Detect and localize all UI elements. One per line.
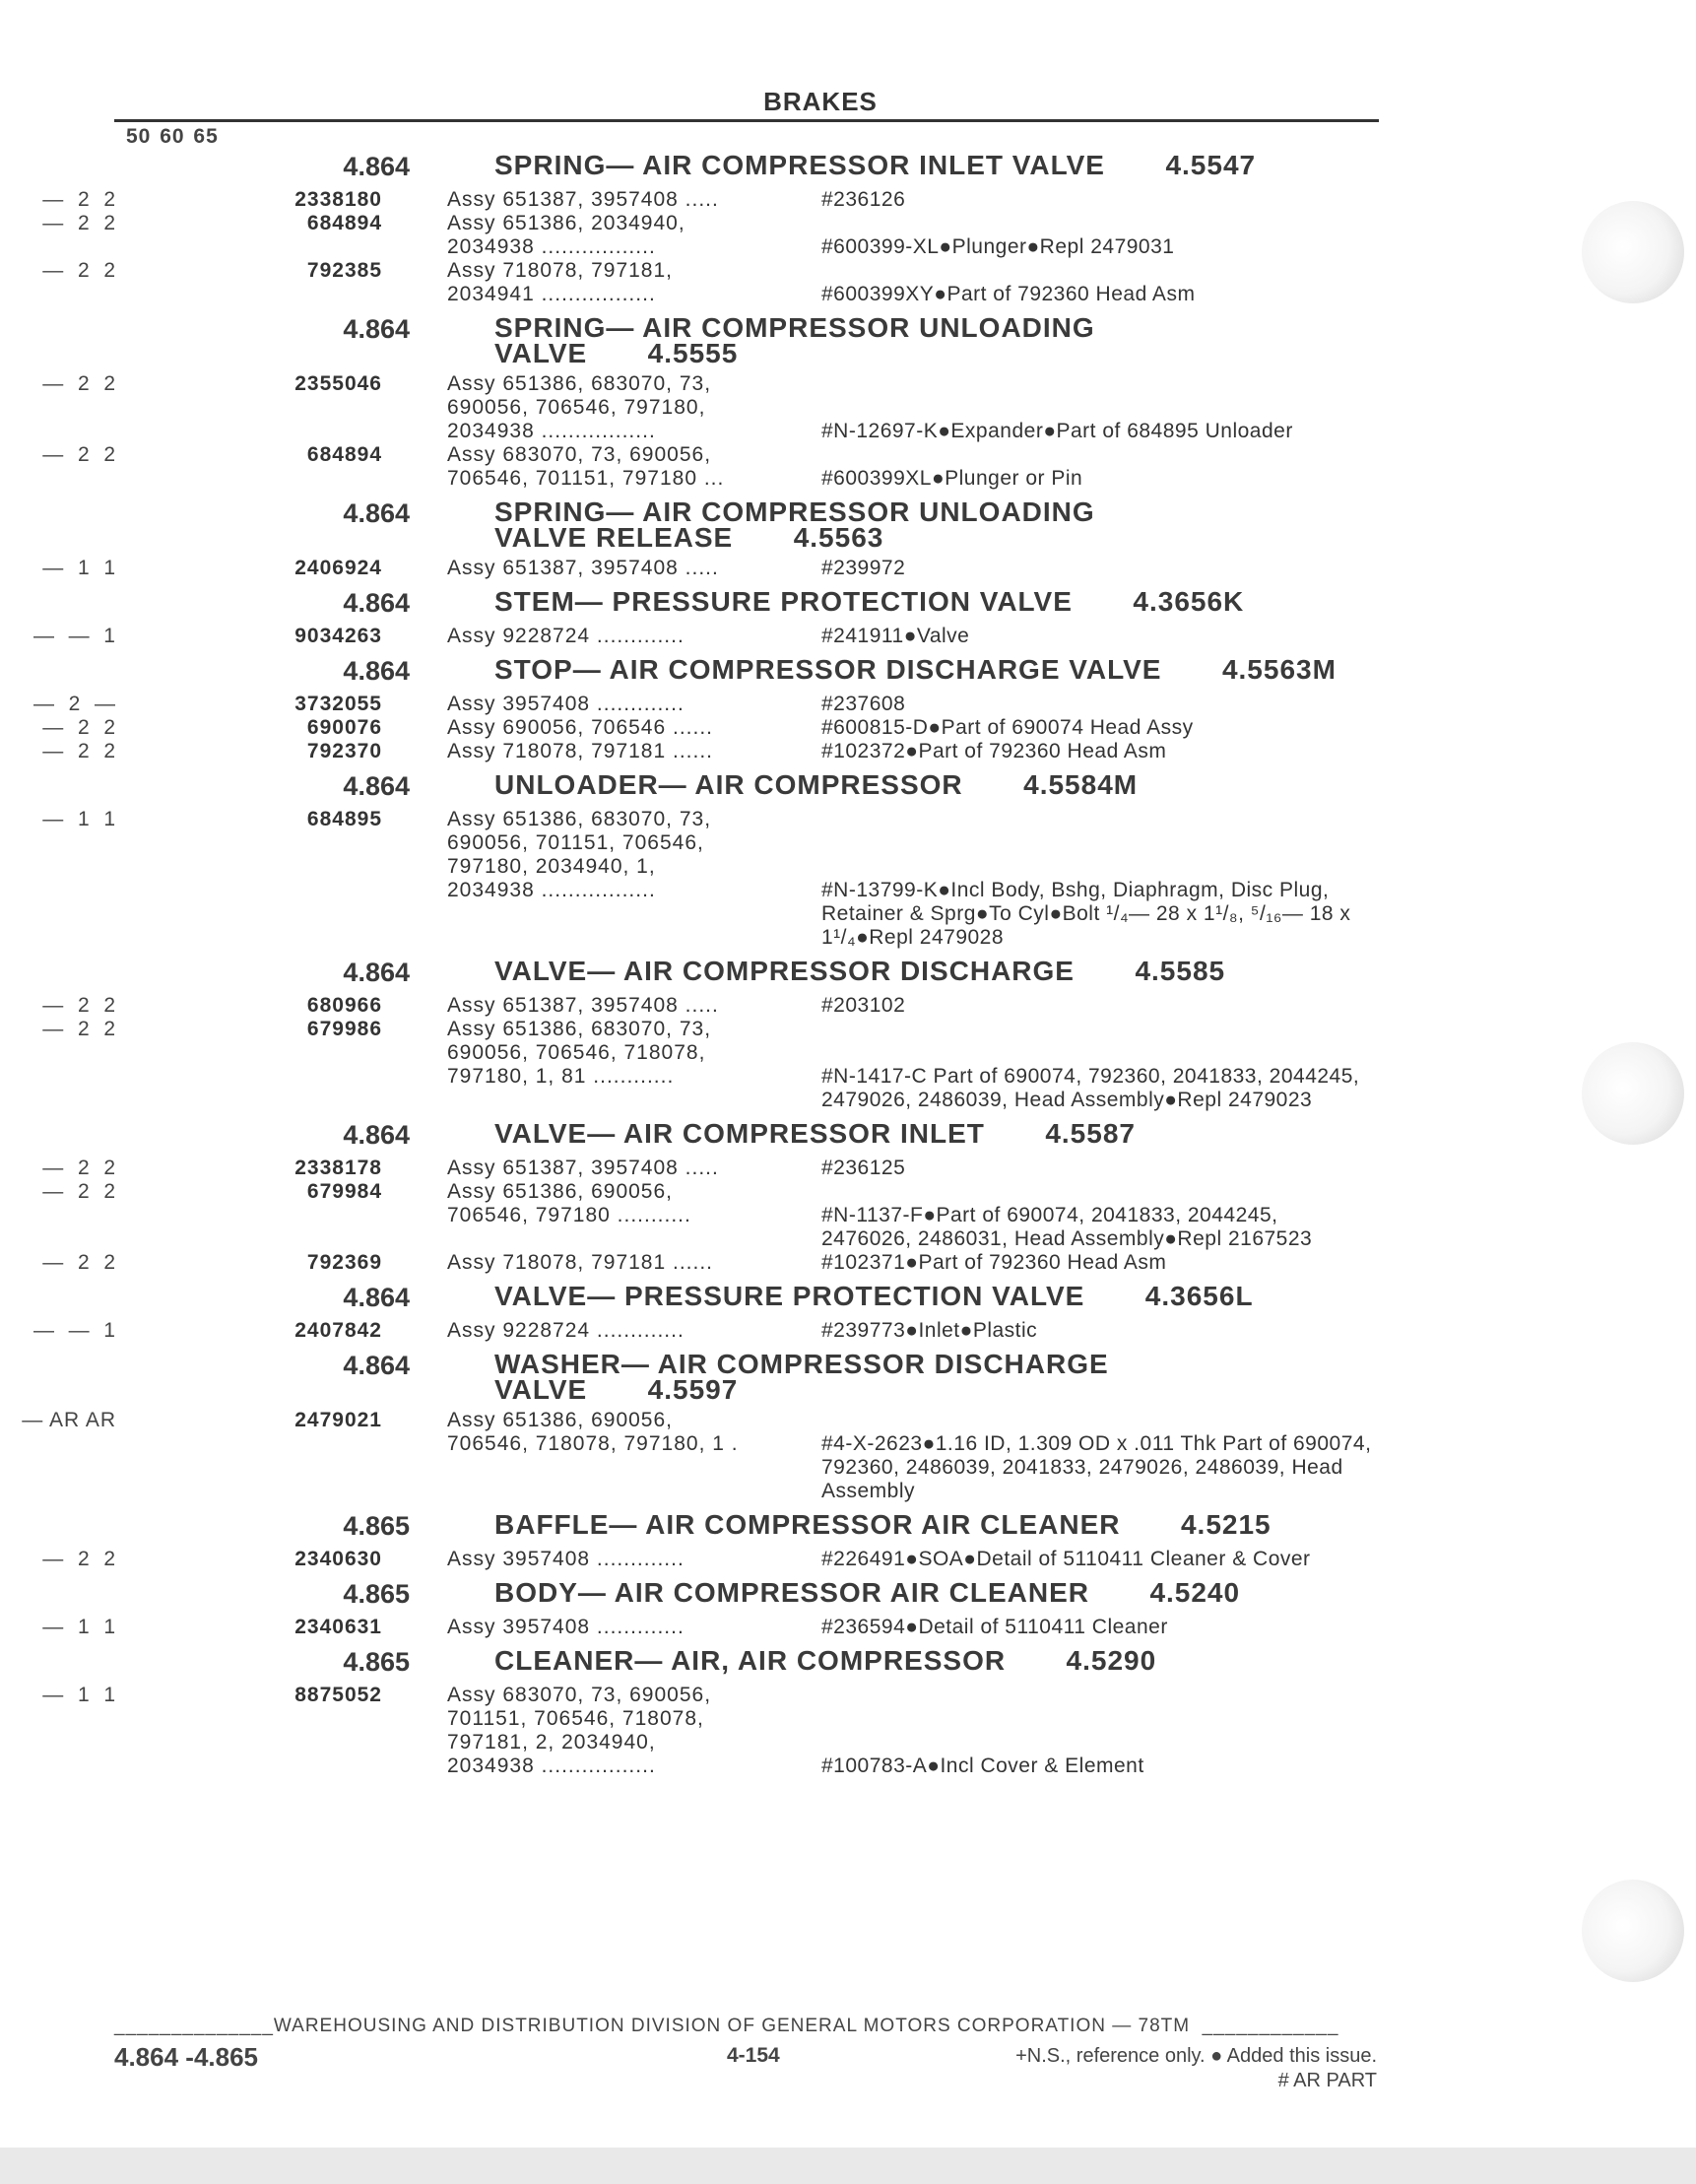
footer-ar-text: # AR PART [1277, 2070, 1377, 2091]
section-number: 4.864 [343, 314, 410, 344]
section-code: 4.5584M [1023, 769, 1139, 800]
part-row [0, 1409, 1696, 1503]
assembly-list: Assy 651387, 3957408 ..... [447, 1157, 719, 1179]
assembly-list: Assy 718078, 797181 ...... [447, 740, 714, 762]
section-title-gap [587, 1374, 647, 1405]
section-number: 4.865 [343, 1579, 410, 1609]
section-title-gap [1075, 956, 1135, 986]
section-header [0, 1577, 1696, 1610]
catalog-section [0, 654, 1696, 763]
section-rows [0, 693, 1696, 763]
part-number: 2479021 [294, 1409, 382, 1431]
section-rows [0, 1319, 1696, 1343]
section-header [0, 1281, 1696, 1313]
assembly-list: Assy 683070, 73, 690056, 701151, 706546, 718078, 797181, 2, 2034940, 2034938 ................. [447, 1684, 712, 1777]
catalog-section [0, 1349, 1696, 1503]
part-description: #236126 [821, 188, 906, 211]
section-header [0, 654, 1696, 687]
section-header [0, 150, 1696, 182]
part-number: 679984 [306, 1180, 382, 1203]
assembly-list: Assy 651386, 683070, 73, 690056, 706546, 797180, 2034938 ................. [447, 372, 712, 442]
part-number: 2340631 [294, 1616, 382, 1638]
part-row [0, 1018, 1696, 1112]
part-row [0, 1319, 1696, 1343]
section-header [0, 586, 1696, 619]
row-quantities: — 2 2 [42, 212, 116, 234]
part-description: #226491●SOA●Detail of 5110411 Cleaner & Cover [821, 1548, 1311, 1570]
section-title-wrap [494, 769, 1479, 798]
part-number: 2338180 [294, 188, 382, 211]
assembly-list: Assy 690056, 706546 ...... [447, 716, 714, 739]
section-rows [0, 372, 1696, 491]
part-description: #241911●Valve [821, 625, 970, 647]
section-header [0, 1349, 1696, 1403]
section-header [0, 1645, 1696, 1678]
assembly-list: Assy 3957408 ............. [447, 693, 685, 715]
catalog-section [0, 1118, 1696, 1275]
section-code: 4.5555 [647, 338, 739, 368]
part-description: #600399XL●Plunger or Pin [821, 467, 1083, 490]
part-row [0, 716, 1696, 740]
row-quantities: — 1 1 [42, 1616, 116, 1638]
section-title: BODY— AIR COMPRESSOR AIR CLEANER [494, 1577, 1089, 1608]
section-code: 4.5563M [1221, 654, 1337, 685]
part-description: #600815-D●Part of 690074 Head Assy [821, 716, 1194, 739]
row-quantities: — 1 1 [42, 808, 116, 830]
section-rows [0, 625, 1696, 648]
row-quantities: — 2 2 [42, 716, 116, 739]
section-header [0, 769, 1696, 802]
row-quantities: — 2 2 [42, 994, 116, 1017]
row-quantities: — 2 — [33, 693, 116, 715]
section-title: SPRING— AIR COMPRESSOR INLET VALVE [494, 150, 1105, 180]
part-row [0, 1251, 1696, 1275]
catalog-section [0, 1281, 1696, 1343]
section-title: UNLOADER— AIR COMPRESSOR [494, 769, 963, 800]
section-rows [0, 557, 1696, 580]
section-title-wrap [494, 654, 1479, 683]
part-row [0, 1684, 1696, 1778]
section-header [0, 1509, 1696, 1542]
row-quantities: — 2 2 [42, 1251, 116, 1274]
section-number: 4.864 [343, 498, 410, 528]
part-number: 2407842 [294, 1319, 382, 1342]
part-description: #203102 [821, 994, 906, 1017]
binder-hole-bottom [1582, 1880, 1684, 1982]
section-title: VALVE— PRESSURE PROTECTION VALVE [494, 1281, 1085, 1311]
part-description: #239972 [821, 557, 906, 579]
assembly-list: Assy 651386, 690056, 706546, 797180 ........... [447, 1180, 691, 1226]
section-title-gap [1089, 1577, 1149, 1608]
part-number: 684895 [306, 808, 382, 830]
section-title-wrap [494, 312, 1125, 366]
row-quantities: — 2 2 [42, 740, 116, 762]
section-title-gap [587, 338, 647, 368]
part-row [0, 212, 1696, 259]
section-header [0, 496, 1696, 551]
row-quantities: — 2 2 [42, 1157, 116, 1179]
section-number: 4.864 [343, 1283, 410, 1312]
assembly-list: Assy 3957408 ............. [447, 1548, 685, 1570]
footer-legend-text: +N.S., reference only. ● Added this issue. [1015, 2045, 1377, 2067]
section-title-wrap [494, 1281, 1479, 1309]
page-title: BRAKES [763, 87, 878, 116]
section-title: STOP— AIR COMPRESSOR DISCHARGE VALVE [494, 654, 1162, 685]
column-years: 50 60 65 [126, 125, 219, 148]
assembly-list: Assy 9228724 ............. [447, 1319, 685, 1342]
section-title-gap [1121, 1509, 1181, 1540]
section-number: 4.865 [343, 1647, 410, 1677]
part-description: #4-X-2623●1.16 ID, 1.309 OD x .011 Thk Part of 690074, 792360, 2486039, 2041833, 2479026, 2486039, Head Assembly [821, 1432, 1372, 1502]
section-title-wrap [494, 1349, 1125, 1403]
section-code: 4.5585 [1135, 956, 1226, 986]
assembly-list: Assy 9228724 ............. [447, 625, 685, 647]
section-number: 4.864 [343, 656, 410, 686]
assembly-list: Assy 651386, 683070, 73, 690056, 706546, 718078, 797180, 1, 81 ............ [447, 1018, 712, 1088]
footer-page-number: 4-154 [727, 2044, 780, 2067]
row-quantities: — — 1 [33, 625, 116, 647]
section-rows [0, 188, 1696, 306]
title-rule [114, 119, 1379, 122]
row-quantities: — 2 2 [42, 1018, 116, 1040]
row-quantities: — 2 2 [42, 1548, 116, 1570]
section-header [0, 312, 1696, 366]
section-title: STEM— PRESSURE PROTECTION VALVE [494, 586, 1073, 617]
footer-publisher-line: ______________WAREHOUSING AND DISTRIBUTION DIVISION OF GENERAL MOTORS CORPORATION — 78TM ____________ [114, 2016, 1339, 2036]
part-number: 792369 [306, 1251, 382, 1274]
section-title: VALVE— AIR COMPRESSOR DISCHARGE [494, 956, 1075, 986]
section-code: 4.5597 [647, 1374, 739, 1405]
section-title: WASHER— AIR COMPRESSOR DISCHARGE VALVE [494, 1349, 1109, 1405]
catalog-section [0, 956, 1696, 1112]
section-number: 4.864 [343, 771, 410, 801]
section-title-wrap [494, 956, 1479, 984]
part-number: 684894 [306, 443, 382, 466]
part-row [0, 188, 1696, 212]
section-title-wrap [494, 1577, 1479, 1606]
page-edge-shadow [0, 2148, 1696, 2184]
part-number: 9034263 [294, 625, 382, 647]
section-title-gap [1105, 150, 1165, 180]
part-description: #236125 [821, 1157, 906, 1179]
section-title: SPRING— AIR COMPRESSOR UNLOADING VALVE [494, 312, 1095, 368]
assembly-list: Assy 651387, 3957408 ..... [447, 994, 719, 1017]
section-title-gap [1084, 1281, 1144, 1311]
part-number: 2338178 [294, 1157, 382, 1179]
part-description: #102371●Part of 792360 Head Asm [821, 1251, 1167, 1274]
section-code: 4.5215 [1180, 1509, 1272, 1540]
part-row [0, 1157, 1696, 1180]
row-quantities: — 2 2 [42, 372, 116, 395]
section-title: VALVE— AIR COMPRESSOR INLET [494, 1118, 985, 1149]
assembly-list: Assy 651386, 690056, 706546, 718078, 797180, 1 . [447, 1409, 739, 1455]
part-description: #N-13799-K●Incl Body, Bshg, Diaphragm, Disc Plug, Retainer & Sprg●To Cyl●Bolt ¹/₄— 28 x 1¹/₈, ⁵/₁₆— 18 x 1¹/₄●Repl 2479028 [821, 879, 1351, 949]
section-code: 4.3656L [1144, 1281, 1254, 1311]
section-rows [0, 1684, 1696, 1778]
row-quantities: — 1 1 [42, 557, 116, 579]
section-rows [0, 808, 1696, 950]
footer-section-range: 4.864 -4.865 [114, 2042, 259, 2072]
row-quantities: — — 1 [33, 1319, 116, 1342]
part-number: 679986 [306, 1018, 382, 1040]
part-description: #600399XY●Part of 792360 Head Asm [821, 283, 1196, 305]
assembly-list: Assy 651386, 683070, 73, 690056, 701151, 706546, 797180, 2034940, 1, 2034938 ................. [447, 808, 712, 901]
part-row [0, 259, 1696, 306]
section-code: 4.5587 [1045, 1118, 1136, 1149]
part-number: 684894 [306, 212, 382, 234]
section-title-wrap [494, 150, 1479, 178]
part-description: #236594●Detail of 5110411 Cleaner [821, 1616, 1168, 1638]
row-quantities: — 2 2 [42, 259, 116, 282]
row-quantities: — 2 2 [42, 188, 116, 211]
part-row [0, 1548, 1696, 1571]
catalog-section [0, 1509, 1696, 1571]
catalog-section [0, 586, 1696, 648]
section-header [0, 956, 1696, 988]
part-row [0, 1180, 1696, 1251]
catalog-section [0, 1577, 1696, 1639]
section-rows [0, 1157, 1696, 1275]
footer-legend [1015, 2044, 1377, 2093]
section-title-wrap [494, 1645, 1479, 1674]
row-quantities: — 2 2 [42, 1180, 116, 1203]
section-title: SPRING— AIR COMPRESSOR UNLOADING VALVE RELEASE [494, 496, 1095, 553]
section-title-wrap [494, 496, 1125, 551]
assembly-list: Assy 683070, 73, 690056, 706546, 701151, 797180 ... [447, 443, 725, 490]
part-number: 690076 [306, 716, 382, 739]
part-row [0, 443, 1696, 491]
part-description: #N-12697-K●Expander●Part of 684895 Unloader [821, 420, 1293, 442]
part-number: 2340630 [294, 1548, 382, 1570]
section-rows [0, 1409, 1696, 1503]
section-title-gap [733, 522, 793, 553]
row-quantities: — 2 2 [42, 443, 116, 466]
part-description: #600399-XL●Plunger●Repl 2479031 [821, 235, 1175, 258]
section-title-gap [963, 769, 1023, 800]
section-code: 4.5290 [1066, 1645, 1157, 1676]
section-title-wrap [494, 586, 1479, 615]
part-row [0, 625, 1696, 648]
part-description: #N-1417-C Part of 690074, 792360, 2041833, 2044245, 2479026, 2486039, Head Assembly●Repl 2479023 [821, 1065, 1360, 1111]
section-number: 4.864 [343, 1120, 410, 1150]
part-description: #239773●Inlet●Plastic [821, 1319, 1038, 1342]
section-rows [0, 1616, 1696, 1639]
row-quantities: — 1 1 [42, 1684, 116, 1706]
part-row [0, 740, 1696, 763]
section-code: 4.5547 [1165, 150, 1257, 180]
catalog-section [0, 312, 1696, 491]
part-number: 792385 [306, 259, 382, 282]
part-description: #102372●Part of 792360 Head Asm [821, 740, 1167, 762]
assembly-list: Assy 651387, 3957408 ..... [447, 188, 719, 211]
part-row [0, 557, 1696, 580]
part-number: 792370 [306, 740, 382, 762]
part-number: 3732055 [294, 693, 382, 715]
section-title-wrap [494, 1509, 1479, 1538]
catalog-section [0, 769, 1696, 950]
section-rows [0, 994, 1696, 1112]
section-title-wrap [494, 1118, 1479, 1147]
row-quantities: — AR AR [22, 1409, 116, 1431]
section-code: 4.5240 [1149, 1577, 1241, 1608]
section-number: 4.865 [343, 1511, 410, 1541]
part-number: 8875052 [294, 1684, 382, 1706]
section-code: 4.3656K [1133, 586, 1245, 617]
section-rows [0, 1548, 1696, 1571]
section-title-gap [1161, 654, 1221, 685]
section-title-gap [1073, 586, 1133, 617]
catalog-section [0, 150, 1696, 306]
section-number: 4.864 [343, 588, 410, 618]
section-title: BAFFLE— AIR COMPRESSOR AIR CLEANER [494, 1509, 1121, 1540]
assembly-list: Assy 718078, 797181, 2034941 ................. [447, 259, 673, 305]
part-description: #100783-A●Incl Cover & Element [821, 1754, 1144, 1777]
assembly-list: Assy 651387, 3957408 ..... [447, 557, 719, 579]
section-title: CLEANER— AIR, AIR COMPRESSOR [494, 1645, 1007, 1676]
part-number: 2355046 [294, 372, 382, 395]
part-row [0, 693, 1696, 716]
part-row [0, 808, 1696, 950]
assembly-list: Assy 3957408 ............. [447, 1616, 685, 1638]
assembly-list: Assy 651386, 2034940, 2034938 ................. [447, 212, 685, 258]
parts-catalog [0, 146, 1696, 1784]
part-number: 2406924 [294, 557, 382, 579]
part-description: #237608 [821, 693, 906, 715]
section-title-gap [985, 1118, 1045, 1149]
part-number: 680966 [306, 994, 382, 1017]
section-title-gap [1006, 1645, 1066, 1676]
assembly-list: Assy 718078, 797181 ...... [447, 1251, 714, 1274]
section-number: 4.864 [343, 152, 410, 181]
section-number: 4.864 [343, 1351, 410, 1380]
part-row [0, 994, 1696, 1018]
section-code: 4.5563 [793, 522, 884, 553]
part-description: #N-1137-F●Part of 690074, 2041833, 2044245, 2476026, 2486031, Head Assembly●Repl 2167523 [821, 1204, 1313, 1250]
section-number: 4.864 [343, 958, 410, 987]
catalog-section [0, 496, 1696, 580]
catalog-section [0, 1645, 1696, 1778]
part-row [0, 372, 1696, 443]
part-row [0, 1616, 1696, 1639]
section-header [0, 1118, 1696, 1151]
